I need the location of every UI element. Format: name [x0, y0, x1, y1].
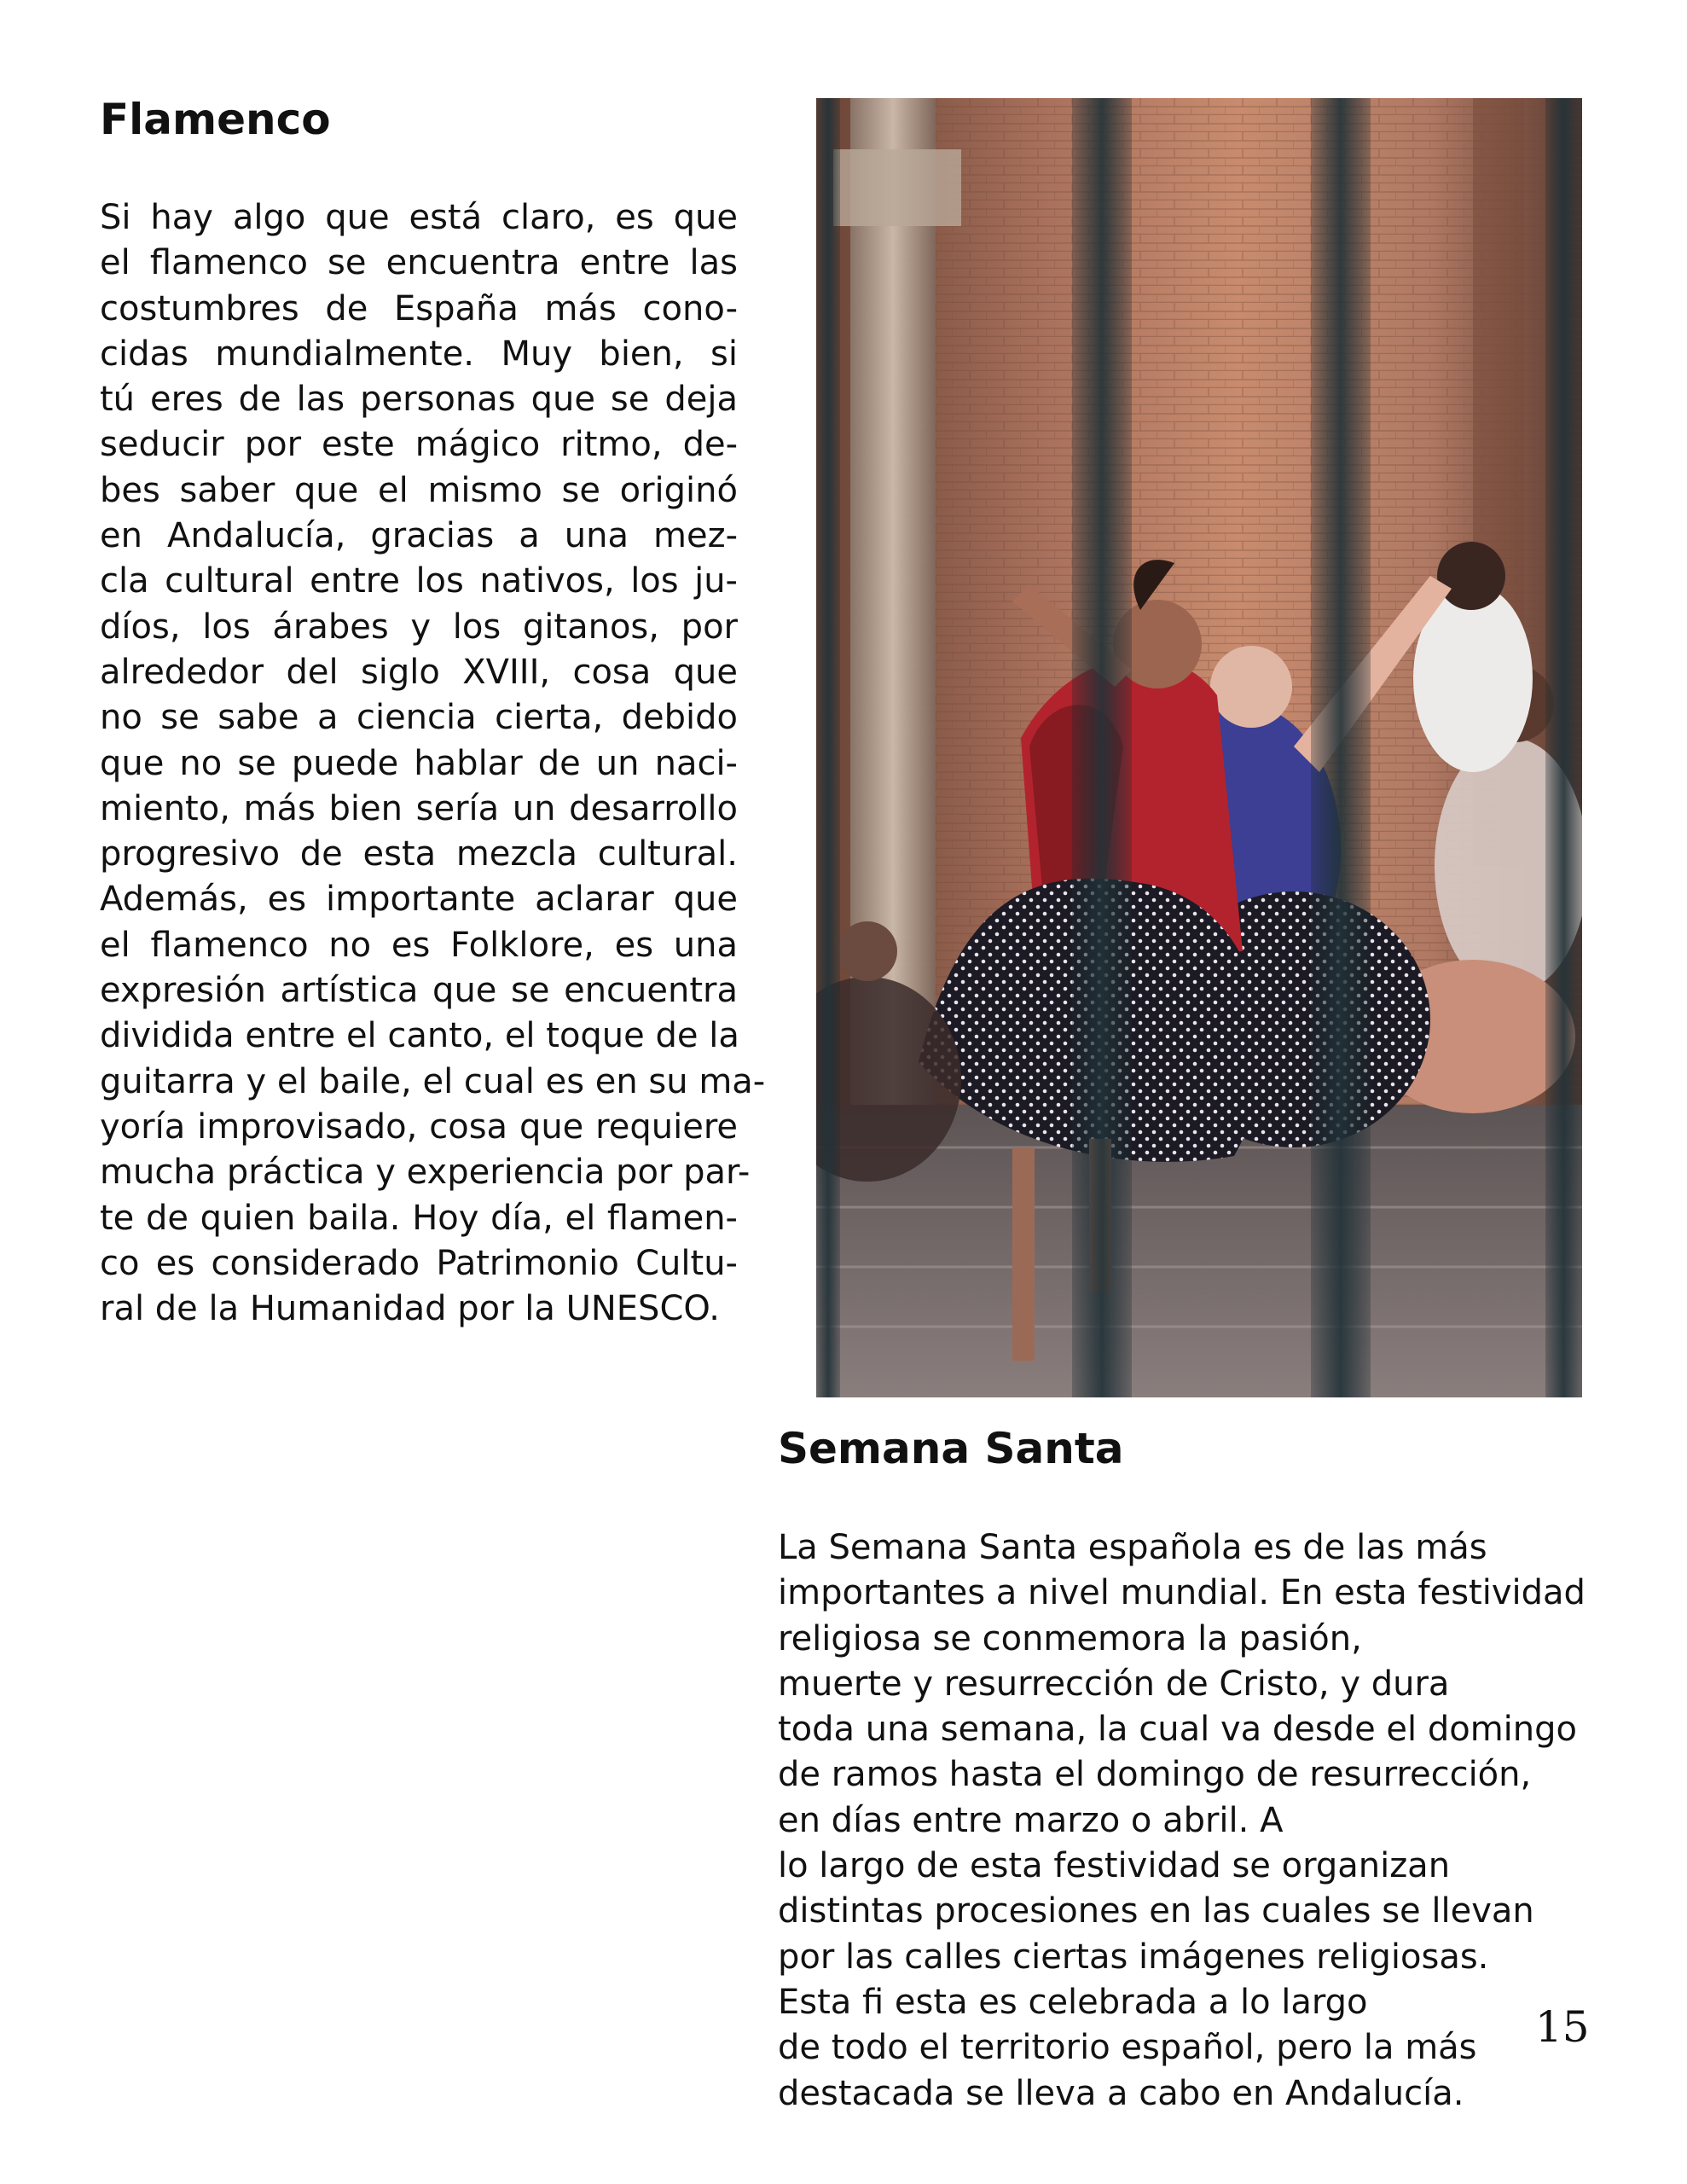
text-line: el flamenco no es Folklore, es una	[100, 925, 738, 965]
text-line: guitarra y el baile, el cual es en su ma-	[100, 1061, 766, 1101]
text-line: dividida entre el canto, el toque de la	[100, 1016, 739, 1056]
text-line: no se sabe a ciencia cierta, debido	[100, 698, 738, 738]
text-line: Si hay algo que está claro, es que	[100, 198, 738, 237]
text-line: tú eres de las personas que se deja	[100, 380, 738, 420]
text-line: de todo el territorio español, pero la más	[778, 2028, 1477, 2068]
text-line: Esta fi esta es celebrada a lo largo	[778, 1982, 1368, 2022]
semana-santa-paragraph	[778, 1525, 1586, 2117]
text-line: Además, es importante aclarar que	[100, 880, 738, 920]
semana-santa-heading: Semana Santa	[778, 1424, 1124, 1473]
text-line: bes saber que el mismo se originó	[100, 470, 738, 510]
text-line: el flamenco se encuentra entre las	[100, 243, 738, 283]
text-line: que no se puede hablar de un naci-	[100, 743, 738, 783]
text-line: destacada se lleva a cabo en Andalucía.	[778, 2073, 1464, 2113]
text-line: religiosa se conmemora la pasión,	[778, 1618, 1362, 1658]
text-line: costumbres de España más cono-	[100, 288, 738, 328]
text-line: por las calles ciertas imágenes religiosas.	[778, 1937, 1489, 1977]
text-line: yoría improvisado, cosa que requiere	[100, 1107, 738, 1147]
text-line: mucha práctica y experiencia por par-	[100, 1153, 751, 1193]
flamenco-heading: Flamenco	[100, 95, 331, 144]
text-line: ral de la Humanidad por la UNESCO.	[100, 1289, 720, 1329]
text-line: muerte y resurrección de Cristo, y dura	[778, 1664, 1450, 1704]
text-line: te de quien baila. Hoy día, el flamen-	[100, 1198, 738, 1238]
text-line: lo largo de esta festividad se organizan	[778, 1846, 1451, 1886]
text-line: en Andalucía, gracias a una mez-	[100, 516, 738, 556]
flamenco-paragraph	[100, 195, 766, 1332]
text-line: distintas procesiones en las cuales se llevan	[778, 1891, 1534, 1931]
text-line: expresión artística que se encuentra	[100, 971, 738, 1011]
text-line: co es considerado Patrimonio Cultu-	[100, 1243, 738, 1283]
text-line: La Semana Santa española es de las más	[778, 1528, 1487, 1567]
text-line: toda una semana, la cual va desde el domingo	[778, 1710, 1577, 1750]
text-line: cla cultural entre los nativos, los ju-	[100, 561, 738, 601]
text-line: alrededor del siglo XVIII, cosa que	[100, 652, 738, 692]
text-line: importantes a nivel mundial. En esta festividad	[778, 1573, 1586, 1613]
text-line: seducir por este mágico ritmo, de-	[100, 425, 738, 465]
text-line: en días entre marzo o abril. A	[778, 1800, 1284, 1840]
text-line: díos, los árabes y los gitanos, por	[100, 607, 738, 647]
text-line: cidas mundialmente. Muy bien, si	[100, 334, 738, 374]
page-number: 15	[1535, 2002, 1590, 2052]
text-line: progresivo de esta mezcla cultural.	[100, 834, 738, 874]
text-line: miento, más bien sería un desarrollo	[100, 788, 738, 828]
text-line: de ramos hasta el domingo de resurrección,	[778, 1755, 1532, 1795]
flamenco-dancers-photo	[816, 98, 1582, 1397]
